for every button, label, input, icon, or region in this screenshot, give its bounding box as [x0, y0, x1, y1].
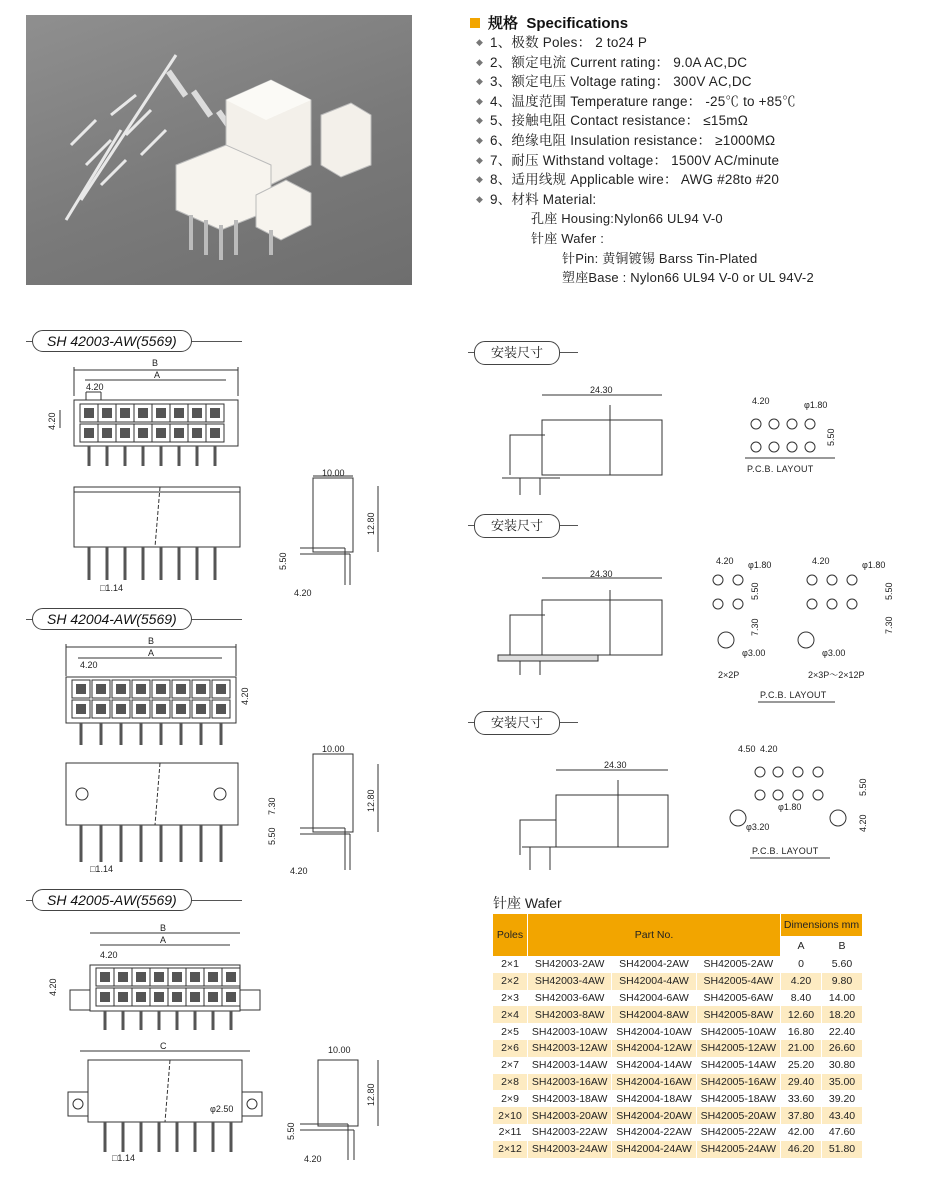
table-cell-p2: SH42004-16AW — [612, 1074, 696, 1091]
pcb1-dim-550: 5.50 — [826, 428, 836, 446]
table-cell-a: 0 — [781, 956, 822, 973]
spec-item: ◆ 9、材料 Material: — [476, 190, 814, 210]
diamond-bullet-icon: ◆ — [476, 154, 484, 165]
spec-item: ◆ 7、耐压 Withstand voltage： 1500V AC/minute — [476, 151, 814, 171]
table-cell-b: 18.20 — [822, 1006, 863, 1023]
table-cell-poles: 2×1 — [493, 956, 528, 973]
pcb-layout-2b — [758, 575, 857, 702]
table-cell-p2: SH42004-12AW — [612, 1040, 696, 1057]
inst3-dim-2430: 24.30 — [604, 760, 627, 770]
spec-item: ◆ 5、接触电阻 Contact resistance： ≤15mΩ — [476, 111, 814, 131]
install-label-2: 安装尺寸 — [474, 514, 560, 538]
s2-dim-420-v: 4.20 — [240, 687, 250, 705]
diamond-bullet-icon: ◆ — [476, 115, 484, 126]
table-row — [493, 1057, 862, 1074]
pcb3-dim-450: 4.50 — [738, 744, 756, 754]
pcb2a-dim-550: 5.50 — [750, 582, 760, 600]
s3-dim-A: A — [160, 935, 167, 945]
install-2-drawing — [498, 578, 662, 675]
section-2-label: SH 42004-AW(5569) — [32, 608, 192, 630]
pcb2a-dim-420: 4.20 — [716, 556, 734, 566]
table-cell-p3: SH42005-6AW — [696, 990, 780, 1007]
table-cell-p1: SH42003-6AW — [528, 990, 612, 1007]
table-cell-p1: SH42003-16AW — [528, 1074, 612, 1091]
table-cell-poles: 2×6 — [493, 1040, 528, 1057]
s2-dim-420-b: 4.20 — [290, 866, 308, 876]
s1-dim-114: □1.14 — [100, 583, 123, 593]
table-cell-p1: SH42003-24AW — [528, 1141, 612, 1158]
s2-dim-1000: 10.00 — [322, 744, 345, 754]
table-cell-p3: SH42005-2AW — [696, 956, 780, 973]
install-label-1: 安装尺寸 — [474, 341, 560, 365]
table-cell-p3: SH42005-16AW — [696, 1074, 780, 1091]
table-cell-b: 22.40 — [822, 1023, 863, 1040]
table-cell-p3: SH42005-24AW — [696, 1141, 780, 1158]
pcb3-dim-320: φ3.20 — [746, 822, 770, 832]
table-cell-poles: 2×12 — [493, 1141, 528, 1158]
table-cell-a: 4.20 — [781, 973, 822, 990]
table-cell-p1: SH42003-12AW — [528, 1040, 612, 1057]
pcb2b-dim-550: 5.50 — [884, 582, 894, 600]
spec-item: ◆ 8、适用线规 Applicable wire： AWG #28to #20 — [476, 170, 814, 190]
inst2-dim-2430: 24.30 — [590, 569, 613, 579]
s3-dim-114: □1.14 — [112, 1153, 135, 1163]
table-row — [493, 1006, 862, 1023]
table-cell-p2: SH42004-8AW — [612, 1006, 696, 1023]
table-cell-b: 35.00 — [822, 1074, 863, 1091]
table-row — [493, 1124, 862, 1141]
pcb-layout-2a — [713, 575, 743, 648]
pcb2b-dim-300: φ3.00 — [822, 648, 846, 658]
table-row — [493, 1141, 862, 1158]
s3-dim-1000: 10.00 — [328, 1045, 351, 1055]
s3-dim-550: 5.50 — [286, 1122, 296, 1140]
pcb-caption-2: P.C.B. LAYOUT — [760, 690, 827, 700]
s1-dim-A: A — [154, 370, 161, 380]
s2-dim-114: □1.14 — [90, 864, 113, 874]
install-1-drawing — [502, 395, 662, 495]
pcb3-dim-420: 4.20 — [760, 744, 778, 754]
table-cell-b: 39.20 — [822, 1090, 863, 1107]
table-cell-a: 46.20 — [781, 1141, 822, 1158]
table-cell-p3: SH42005-10AW — [696, 1023, 780, 1040]
s2-dim-730: 7.30 — [267, 797, 277, 815]
diamond-bullet-icon: ◆ — [476, 56, 484, 67]
housing-line: 孔座 Housing:Nylon66 UL94 V-0 — [531, 211, 723, 227]
table-cell-a: 25.20 — [781, 1057, 822, 1074]
table-cell-p2: SH42004-6AW — [612, 990, 696, 1007]
col-a: A — [781, 936, 822, 956]
s1-dim-1280: 12.80 — [366, 512, 376, 535]
table-cell-poles: 2×2 — [493, 973, 528, 990]
install-3-drawing — [520, 770, 668, 870]
pcb2b-dim-420: 4.20 — [812, 556, 830, 566]
table-cell-poles: 2×4 — [493, 1006, 528, 1023]
s3-pin-grid — [96, 968, 240, 1006]
table-cell-p1: SH42003-18AW — [528, 1090, 612, 1107]
table-cell-a: 37.80 — [781, 1107, 822, 1124]
pcb3-dim-180: φ1.80 — [778, 802, 802, 812]
s2-side-view — [66, 763, 238, 825]
s3-dim-C: C — [160, 1041, 167, 1051]
pcb3-dim-420-v: 4.20 — [858, 814, 868, 832]
table-row — [493, 1023, 862, 1040]
s1-side-view — [74, 487, 240, 547]
table-cell-poles: 2×5 — [493, 1023, 528, 1040]
table-row — [493, 1107, 862, 1124]
pcb2a-pattern: 2×2P — [718, 670, 740, 680]
table-row — [493, 1074, 862, 1091]
table-cell-poles: 2×8 — [493, 1074, 528, 1091]
s2-dim-550: 5.50 — [267, 827, 277, 845]
table-cell-poles: 2×11 — [493, 1124, 528, 1141]
pcb-layout-3 — [730, 767, 846, 858]
col-poles: Poles — [493, 914, 528, 956]
spec-item: ◆ 3、额定电压 Voltage rating： 300V AC,DC — [476, 72, 814, 92]
table-title: 针座 Wafer — [493, 895, 562, 911]
pcb2a-dim-180: φ1.80 — [748, 560, 772, 570]
s2-dim-420: 4.20 — [80, 660, 98, 670]
s3-right-view — [300, 1060, 378, 1160]
col-part: Part No. — [528, 914, 781, 956]
table-row — [493, 1090, 862, 1107]
table-cell-b: 5.60 — [822, 956, 863, 973]
diamond-bullet-icon: ◆ — [476, 95, 484, 106]
table-cell-p1: SH42003-20AW — [528, 1107, 612, 1124]
table-cell-b: 47.60 — [822, 1124, 863, 1141]
s1-dim-1000: 10.00 — [322, 468, 345, 478]
table-cell-p1: SH42003-8AW — [528, 1006, 612, 1023]
table-cell-b: 51.80 — [822, 1141, 863, 1158]
table-cell-p1: SH42003-4AW — [528, 973, 612, 990]
s3-dim-B: B — [160, 923, 167, 933]
pcb-layout-1 — [745, 419, 835, 458]
table-cell-p3: SH42005-14AW — [696, 1057, 780, 1074]
diamond-bullet-icon: ◆ — [476, 37, 484, 47]
s3-dim-1280: 12.80 — [366, 1083, 376, 1106]
section-3-label: SH 42005-AW(5569) — [32, 889, 192, 911]
table-cell-p2: SH42004-22AW — [612, 1124, 696, 1141]
spec-item: ◆ 6、绝缘电阻 Insulation resistance： ≥1000MΩ — [476, 131, 814, 151]
pcb-caption-1: P.C.B. LAYOUT — [747, 464, 814, 474]
s1-dim-420-b: 4.20 — [294, 588, 312, 598]
section-1-label: SH 42003-AW(5569) — [32, 330, 192, 352]
table-cell-p3: SH42005-4AW — [696, 973, 780, 990]
table-cell-b: 30.80 — [822, 1057, 863, 1074]
inst1-dim-2430: 24.30 — [590, 385, 613, 395]
pcb2b-pattern: 2×3P～2×12P — [808, 670, 865, 680]
table-cell-p1: SH42003-10AW — [528, 1023, 612, 1040]
specs-title: 规格 Specifications — [470, 12, 628, 33]
s1-dim-420: 4.20 — [86, 382, 104, 392]
table-cell-a: 42.00 — [781, 1124, 822, 1141]
table-cell-b: 26.60 — [822, 1040, 863, 1057]
pcb-caption-3: P.C.B. LAYOUT — [752, 846, 819, 856]
col-b: B — [822, 936, 863, 956]
pcb2b-dim-730: 7.30 — [884, 616, 894, 634]
table-cell-b: 9.80 — [822, 973, 863, 990]
wafer-line: 针座 Wafer : — [531, 230, 605, 246]
table-cell-a: 29.40 — [781, 1074, 822, 1091]
table-cell-poles: 2×9 — [493, 1090, 528, 1107]
table-cell-a: 12.60 — [781, 1006, 822, 1023]
s2-pins — [81, 723, 221, 862]
diamond-bullet-icon: ◆ — [476, 174, 484, 185]
pcb2b-dim-180: φ1.80 — [862, 560, 886, 570]
table-cell-p3: SH42005-8AW — [696, 1006, 780, 1023]
diamond-bullet-icon: ◆ — [476, 134, 484, 145]
table-cell-p2: SH42004-20AW — [612, 1107, 696, 1124]
s2-pin-grid — [72, 680, 230, 718]
s3-dim-420-v: 4.20 — [48, 978, 58, 996]
table-cell-p2: SH42004-18AW — [612, 1090, 696, 1107]
table-cell-a: 16.80 — [781, 1023, 822, 1040]
table-cell-p3: SH42005-18AW — [696, 1090, 780, 1107]
col-dims: Dimensions mm — [781, 914, 863, 936]
table-row — [493, 990, 862, 1007]
table-cell-poles: 2×3 — [493, 990, 528, 1007]
table-cell-p3: SH42005-20AW — [696, 1107, 780, 1124]
table-cell-p2: SH42004-4AW — [612, 973, 696, 990]
table-row — [493, 973, 862, 990]
s3-dim-420: 4.20 — [100, 950, 118, 960]
s3-dim-420-b: 4.20 — [304, 1154, 322, 1164]
diamond-bullet-icon: ◆ — [476, 193, 484, 204]
table-row — [493, 1040, 862, 1057]
dimensions-table — [493, 914, 862, 1158]
s1-dim-550: 5.50 — [278, 552, 288, 570]
diamond-bullet-icon: ◆ — [476, 76, 484, 87]
table-cell-p1: SH42003-22AW — [528, 1124, 612, 1141]
pcb1-dim-420: 4.20 — [752, 396, 770, 406]
s1-pins — [89, 446, 215, 580]
s2-dim-A: A — [148, 648, 155, 658]
s1-dim-420-v: 4.20 — [47, 412, 57, 430]
pcb1-dim-180: φ1.80 — [804, 400, 828, 410]
spec-item: ◆ 1、极数 Poles： 2 to24 P — [476, 33, 814, 53]
table-cell-p2: SH42004-24AW — [612, 1141, 696, 1158]
s2-dim-1280: 12.80 — [366, 789, 376, 812]
s2-dim-B: B — [148, 636, 155, 646]
table-cell-p2: SH42004-14AW — [612, 1057, 696, 1074]
pcb2a-dim-730: 7.30 — [750, 618, 760, 636]
pcb2a-dim-300: φ3.00 — [742, 648, 766, 658]
base-line: 塑座Base : Nylon66 UL94 V-0 or UL 94V-2 — [562, 270, 814, 286]
table-row — [493, 956, 862, 973]
table-cell-p3: SH42005-22AW — [696, 1124, 780, 1141]
table-cell-poles: 2×10 — [493, 1107, 528, 1124]
pcb3-dim-550: 5.50 — [858, 778, 868, 796]
table-cell-a: 8.40 — [781, 990, 822, 1007]
spec-item: ◆ 4、温度范围 Temperature range： -25℃ to +85℃ — [476, 92, 814, 112]
table-cell-b: 14.00 — [822, 990, 863, 1007]
spec-item: ◆ 2、额定电流 Current rating： 9.0A AC,DC — [476, 53, 814, 73]
table-cell-p1: SH42003-14AW — [528, 1057, 612, 1074]
s1-pin-grid — [80, 404, 224, 442]
s3-dim-250: φ2.50 — [210, 1104, 234, 1114]
table-cell-a: 33.60 — [781, 1090, 822, 1107]
table-cell-poles: 2×7 — [493, 1057, 528, 1074]
table-cell-p1: SH42003-2AW — [528, 956, 612, 973]
s1-dim-B: B — [152, 358, 159, 368]
pin-line: 针Pin: 黄铜镀锡 Barss Tin-Plated — [562, 250, 758, 266]
table-cell-b: 43.40 — [822, 1107, 863, 1124]
table-cell-a: 21.00 — [781, 1040, 822, 1057]
table-cell-p3: SH42005-12AW — [696, 1040, 780, 1057]
table-cell-p2: SH42004-2AW — [612, 956, 696, 973]
table-cell-p2: SH42004-10AW — [612, 1023, 696, 1040]
install-label-3: 安装尺寸 — [474, 711, 560, 735]
